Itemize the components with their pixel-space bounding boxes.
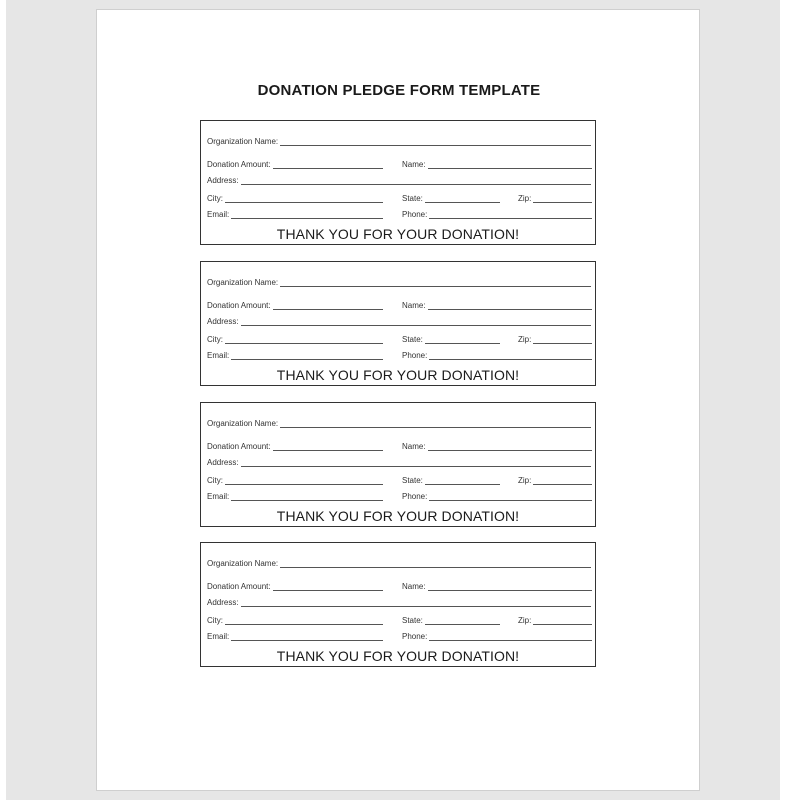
city-row (207, 614, 383, 625)
state-label: State: (402, 476, 423, 485)
zip-field[interactable] (533, 616, 592, 625)
name-row (402, 580, 592, 591)
organization-name-field[interactable] (280, 419, 591, 428)
organization-name-field[interactable] (280, 137, 591, 146)
phone-row (402, 208, 592, 219)
state-label: State: (402, 194, 423, 203)
name-field[interactable] (428, 582, 592, 591)
email-label: Email: (207, 492, 230, 501)
phone-field[interactable] (429, 492, 592, 501)
phone-row (402, 490, 592, 501)
city-field[interactable] (225, 476, 383, 485)
zip-label: Zip: (518, 616, 532, 625)
organization-name-label: Organization Name: (207, 278, 279, 287)
phone-field[interactable] (429, 351, 592, 360)
document-title: DONATION PLEDGE FORM TEMPLATE (257, 82, 541, 99)
address-field[interactable] (241, 598, 591, 607)
city-row (207, 474, 383, 485)
state-field[interactable] (425, 476, 500, 485)
email-field[interactable] (231, 492, 383, 501)
zip-label: Zip: (518, 335, 532, 344)
donation-amount-row (207, 440, 383, 451)
name-field[interactable] (428, 301, 592, 310)
state-label: State: (402, 335, 423, 344)
pledge-form-1 (200, 120, 596, 245)
organization-name-row (207, 557, 591, 568)
donation-amount-row (207, 580, 383, 591)
phone-row (402, 349, 592, 360)
email-label: Email: (207, 210, 230, 219)
address-label: Address: (207, 176, 239, 185)
donation-amount-label: Donation Amount: (207, 582, 271, 591)
organization-name-field[interactable] (280, 278, 591, 287)
email-label: Email: (207, 351, 230, 360)
email-field[interactable] (231, 351, 383, 360)
city-label: City: (207, 335, 223, 344)
state-field[interactable] (425, 335, 500, 344)
zip-row (518, 614, 592, 625)
phone-label: Phone: (402, 210, 428, 219)
zip-row (518, 474, 592, 485)
pledge-form-3 (200, 402, 596, 527)
state-label: State: (402, 616, 423, 625)
donation-amount-field[interactable] (273, 582, 383, 591)
phone-label: Phone: (402, 351, 428, 360)
donation-amount-field[interactable] (273, 301, 383, 310)
name-label: Name: (402, 301, 426, 310)
state-row (402, 614, 500, 625)
address-label: Address: (207, 458, 239, 467)
name-label: Name: (402, 160, 426, 169)
email-field[interactable] (231, 632, 383, 641)
address-row (207, 596, 591, 607)
state-row (402, 192, 500, 203)
email-field[interactable] (231, 210, 383, 219)
phone-row (402, 630, 592, 641)
email-label: Email: (207, 632, 230, 641)
organization-name-row (207, 276, 591, 287)
zip-field[interactable] (533, 476, 592, 485)
name-field[interactable] (428, 442, 592, 451)
zip-label: Zip: (518, 194, 532, 203)
name-row (402, 158, 592, 169)
address-field[interactable] (241, 317, 591, 326)
donation-amount-label: Donation Amount: (207, 442, 271, 451)
organization-name-label: Organization Name: (207, 137, 279, 146)
phone-label: Phone: (402, 632, 428, 641)
address-row (207, 456, 591, 467)
organization-name-row (207, 417, 591, 428)
zip-field[interactable] (533, 194, 592, 203)
state-row (402, 333, 500, 344)
organization-name-label: Organization Name: (207, 559, 279, 568)
thank-you-message: THANK YOU FOR YOUR DONATION! (276, 367, 520, 383)
city-label: City: (207, 476, 223, 485)
donation-amount-field[interactable] (273, 160, 383, 169)
email-row (207, 630, 383, 641)
zip-label: Zip: (518, 476, 532, 485)
address-row (207, 174, 591, 185)
city-field[interactable] (225, 616, 383, 625)
address-field[interactable] (241, 176, 591, 185)
email-row (207, 349, 383, 360)
city-row (207, 333, 383, 344)
name-row (402, 299, 592, 310)
thank-you-message: THANK YOU FOR YOUR DONATION! (276, 648, 520, 664)
donation-amount-field[interactable] (273, 442, 383, 451)
address-row (207, 315, 591, 326)
donation-amount-label: Donation Amount: (207, 160, 271, 169)
address-label: Address: (207, 317, 239, 326)
name-label: Name: (402, 442, 426, 451)
organization-name-label: Organization Name: (207, 419, 279, 428)
thank-you-message: THANK YOU FOR YOUR DONATION! (276, 226, 520, 242)
thank-you-message: THANK YOU FOR YOUR DONATION! (276, 508, 520, 524)
city-field[interactable] (225, 335, 383, 344)
zip-row (518, 333, 592, 344)
pledge-form-2 (200, 261, 596, 386)
state-field[interactable] (425, 616, 500, 625)
zip-row (518, 192, 592, 203)
pledge-form-4 (200, 542, 596, 667)
donation-amount-row (207, 299, 383, 310)
organization-name-field[interactable] (280, 559, 591, 568)
city-label: City: (207, 194, 223, 203)
name-field[interactable] (428, 160, 592, 169)
zip-field[interactable] (533, 335, 592, 344)
email-row (207, 208, 383, 219)
phone-label: Phone: (402, 492, 428, 501)
document-page (96, 9, 700, 791)
email-row (207, 490, 383, 501)
phone-field[interactable] (429, 210, 592, 219)
city-label: City: (207, 616, 223, 625)
state-field[interactable] (425, 194, 500, 203)
donation-amount-row (207, 158, 383, 169)
address-field[interactable] (241, 458, 591, 467)
state-row (402, 474, 500, 485)
address-label: Address: (207, 598, 239, 607)
city-row (207, 192, 383, 203)
name-label: Name: (402, 582, 426, 591)
city-field[interactable] (225, 194, 383, 203)
donation-amount-label: Donation Amount: (207, 301, 271, 310)
phone-field[interactable] (429, 632, 592, 641)
name-row (402, 440, 592, 451)
organization-name-row (207, 135, 591, 146)
